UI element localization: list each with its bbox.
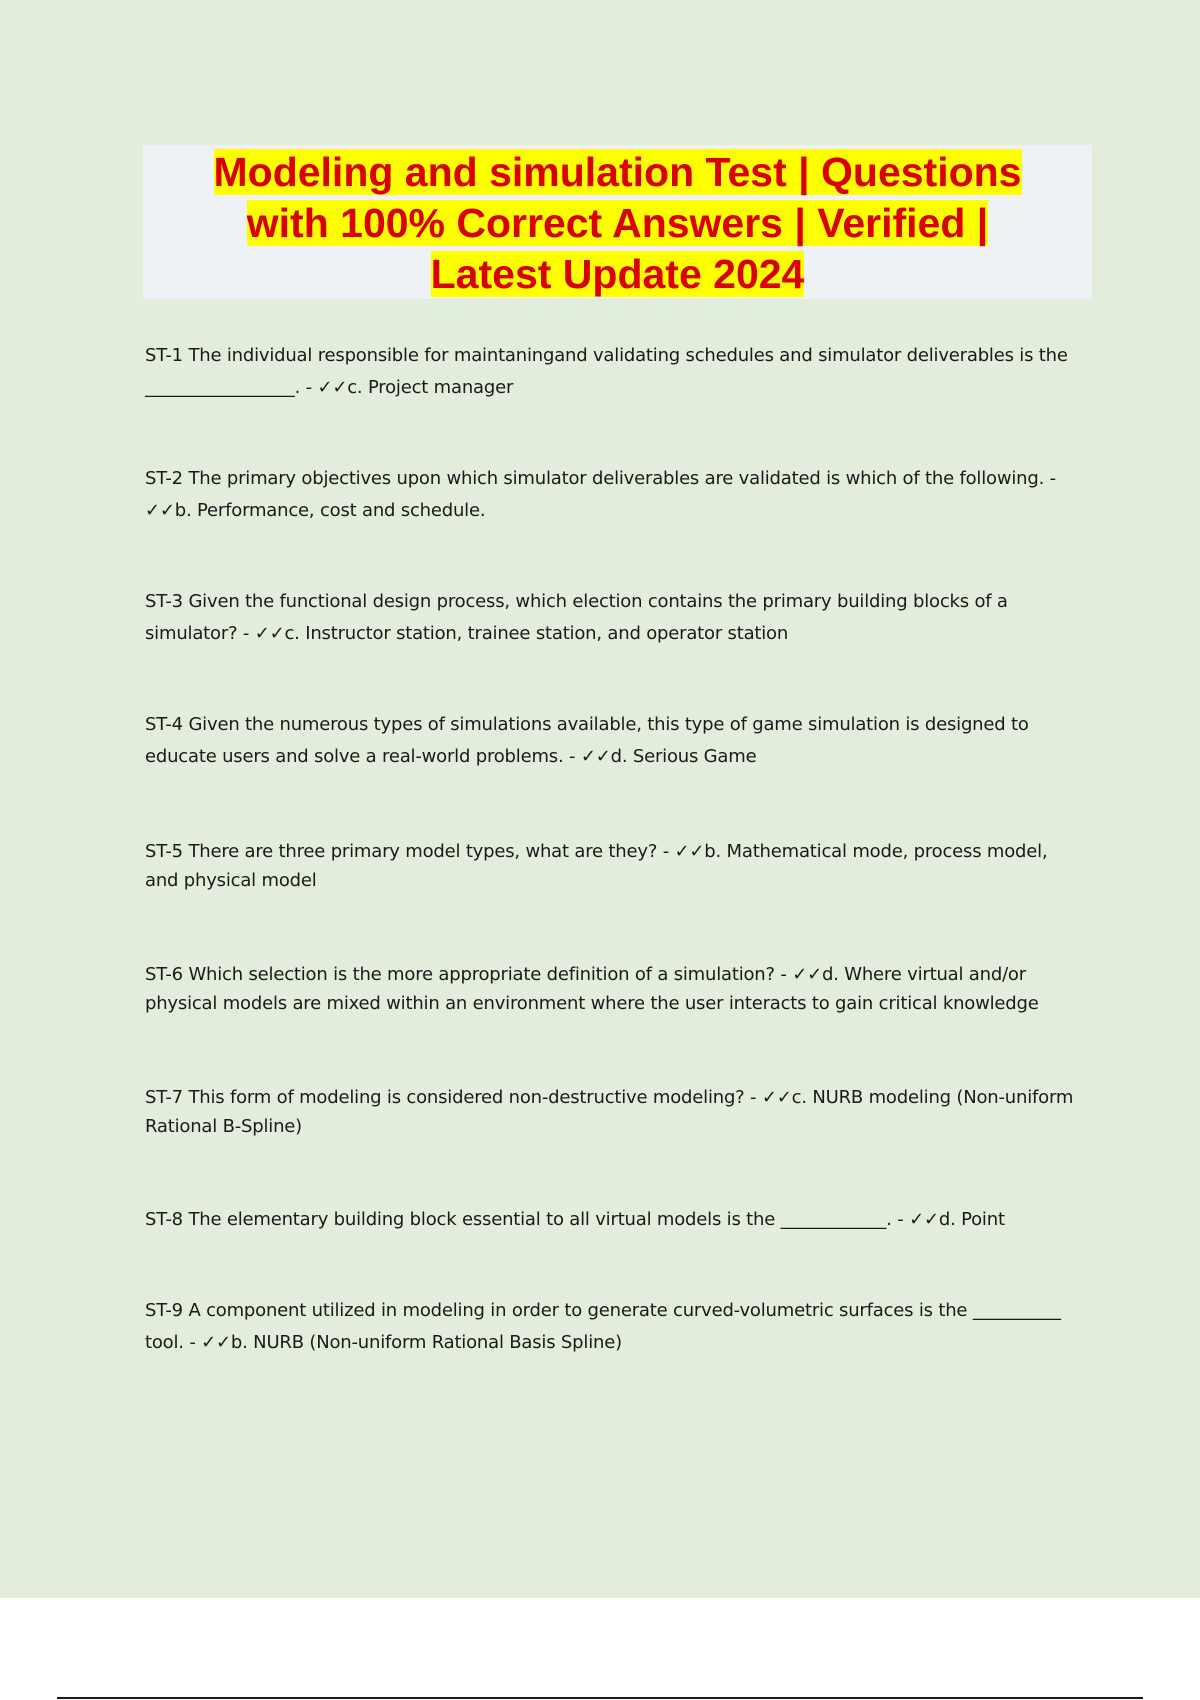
question-st-4: ST-4 Given the numerous types of simulations available, this type of game simulation is designed to educate users and solve a real-world problems. - ✓✓d. Serious Game [145, 714, 1029, 767]
title-line-3: Latest Update 2024 [430, 251, 805, 297]
question-st-6: ST-6 Which selection is the more appropriate definition of a simulation? - ✓✓d. Where virtual and/or physical models are mixed within an environment where the user interacts to gain critical knowledge [145, 964, 1039, 1014]
title-line-1: Modeling and simulation Test | Questions [213, 149, 1022, 195]
question-st-9: ST-9 A component utilized in modeling in order to generate curved-volumetric surfaces is the __________ tool. - ✓✓b. NURB (Non-uniform Rational Basis Spline) [145, 1300, 1061, 1353]
document-title [143, 147, 1092, 300]
title-line-2: with 100% Correct Answers | Verified | [246, 200, 989, 246]
question-st-7: ST-7 This form of modeling is considered non-destructive modeling? - ✓✓c. NURB modeling (Non-uniform Rational B-Spline) [145, 1087, 1074, 1137]
question-st-2: ST-2 The primary objectives upon which simulator deliverables are validated is which of the following. - ✓✓b. Performance, cost and schedule. [145, 468, 1056, 521]
footer-divider [57, 1697, 1143, 1699]
question-st-8: ST-8 The elementary building block essential to all virtual models is the ____________. - ✓✓d. Point [145, 1209, 1005, 1230]
question-st-5: ST-5 There are three primary model types, what are they? - ✓✓b. Mathematical mode, process model, and physical model [145, 841, 1048, 891]
question-st-3: ST-3 Given the functional design process, which election contains the primary building blocks of a simulator? - ✓✓c. Instructor station, trainee station, and operator station [145, 591, 1008, 644]
question-st-1: ST-1 The individual responsible for maintaningand validating schedules and simulator deliverables is the _________________. - ✓✓c. Project manager [145, 345, 1068, 398]
document-title-box [143, 145, 1092, 299]
